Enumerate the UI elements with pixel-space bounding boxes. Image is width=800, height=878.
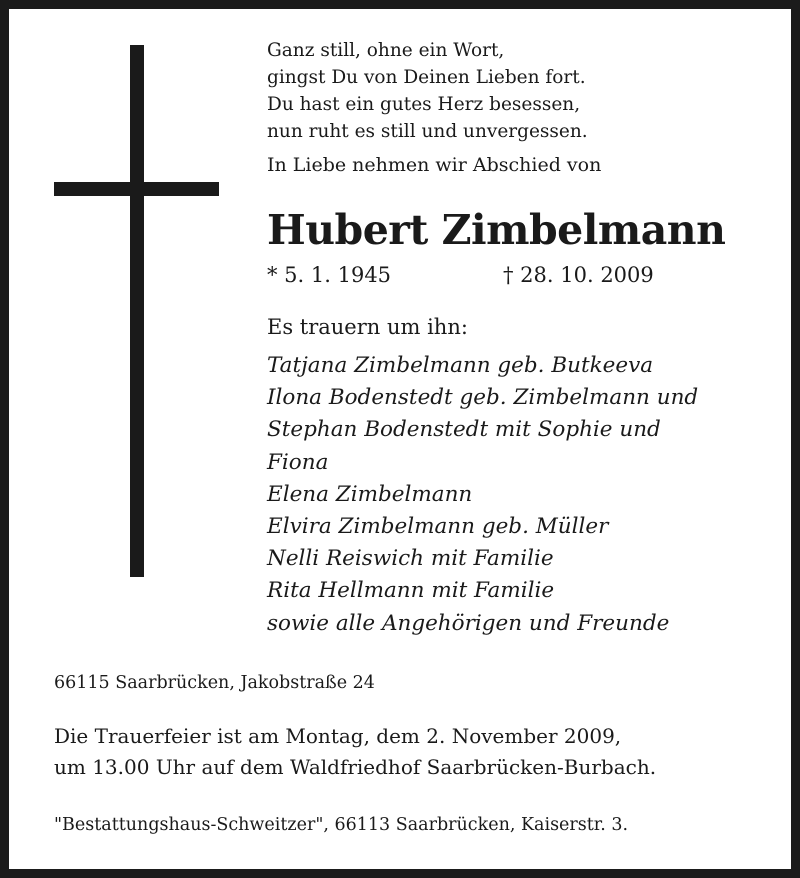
mourner-line: Ilona Bodenstedt geb. Zimbelmann und [267, 385, 699, 411]
farewell-line: In Liebe nehmen wir Abschied von [267, 154, 602, 176]
mourner-line: Elena Zimbelmann [267, 481, 473, 507]
poem-line: nun ruht es still und unvergessen. [267, 121, 588, 142]
ceremony-info [54, 721, 656, 783]
poem-line: gingst Du von Deinen Lieben fort. [267, 67, 586, 88]
deceased-name: Hubert Zimbelmann [267, 206, 726, 254]
mourner-line: Elvira Zimbelmann geb. Müller [267, 513, 609, 539]
cross-vertical-bar [130, 45, 144, 577]
death-date: † 28. 10. 2009 [503, 263, 654, 287]
cross-horizontal-bar [54, 182, 219, 196]
mourner-line: Stephan Bodenstedt mit Sophie und [267, 417, 661, 443]
mourner-line: Rita Hellmann mit Familie [267, 578, 555, 604]
mourner-line: sowie alle Angehörigen und Freunde [267, 610, 670, 636]
poem-line: Ganz still, ohne ein Wort, [267, 40, 505, 61]
mourner-line: Nelli Reiswich mit Familie [267, 546, 554, 572]
memorial-poem [267, 37, 588, 145]
ceremony-line: Die Trauerfeier ist am Montag, dem 2. November 2009, [54, 724, 622, 748]
poem-line: Du hast ein gutes Herz besessen, [267, 94, 581, 115]
mourner-line: Fiona [267, 449, 329, 475]
funeral-home: "Bestattungshaus-Schweitzer", 66113 Saarbrücken, Kaiserstr. 3. [54, 815, 629, 835]
ceremony-line: um 13.00 Uhr auf dem Waldfriedhof Saarbrücken-Burbach. [54, 755, 657, 779]
mourner-line: Tatjana Zimbelmann geb. Butkeeva [267, 353, 654, 378]
mourners-heading: Es trauern um ihn: [267, 315, 468, 339]
family-address: 66115 Saarbrücken, Jakobstraße 24 [54, 673, 375, 693]
mourners-list [267, 350, 698, 640]
birth-date: * 5. 1. 1945 [267, 263, 392, 287]
